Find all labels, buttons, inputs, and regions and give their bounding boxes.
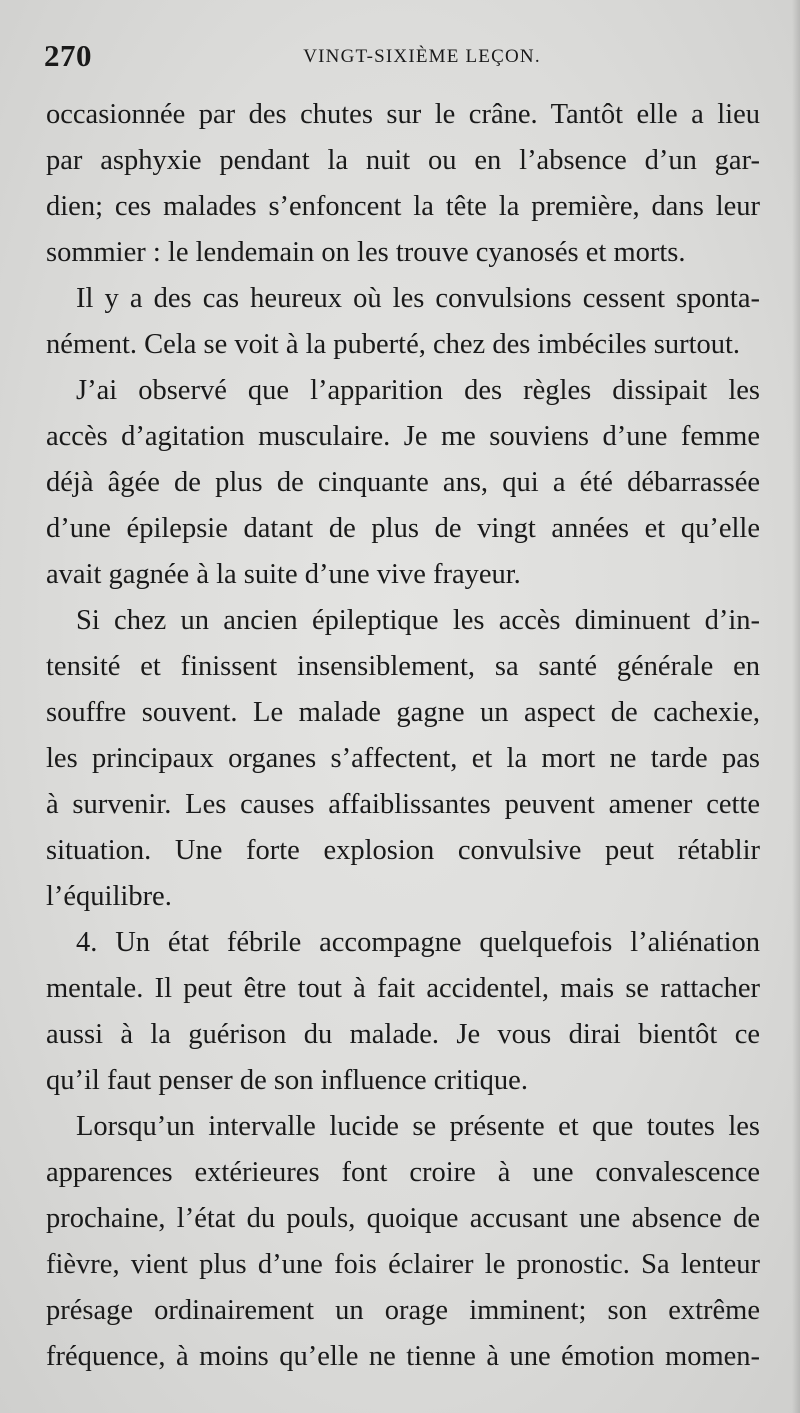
text-line: qu’il faut penser de son influence critique.: [46, 1065, 528, 1096]
page-edge-shadow: [792, 0, 800, 1413]
text-line: d’une épilepsie datant de plus de vingt années et qu’elle: [46, 513, 760, 544]
text-line: les principaux organes s’affectent, et la mort ne tarde pas: [46, 743, 760, 774]
text-line: Lorsqu’un intervalle lucide se présente et que toutes les: [76, 1111, 760, 1142]
text-line: aussi à la guérison du malade. Je vous dirai bientôt ce: [46, 1019, 760, 1050]
running-head: [44, 38, 760, 78]
text-line: apparences extérieures font croire à une convalescence: [46, 1157, 760, 1188]
text-line: 4. Un état fébrile accompagne quelquefois l’aliénation: [76, 927, 760, 958]
text-line: souffre souvent. Le malade gagne un aspect de cachexie,: [46, 697, 760, 728]
text-line: Si chez un ancien épileptique les accès diminuent d’in-: [76, 605, 760, 636]
text-line: occasionnée par des chutes sur le crâne. Tantôt elle a lieu: [46, 99, 760, 130]
text-line: avait gagnée à la suite d’une vive frayeur.: [46, 559, 521, 590]
text-line: Il y a des cas heureux où les convulsions cessent sponta-: [76, 283, 760, 314]
text-line: présage ordinairement un orage imminent; son extrême: [46, 1295, 760, 1326]
text-line: déjà âgée de plus de cinquante ans, qui a été débarrassée: [46, 467, 760, 498]
text-line: accès d’agitation musculaire. Je me souviens d’une femme: [46, 421, 760, 452]
text-line: prochaine, l’état du pouls, quoique accusant une absence de: [46, 1203, 760, 1234]
text-line: par asphyxie pendant la nuit ou en l’absence d’un gar-: [46, 145, 760, 176]
text-line: fièvre, vient plus d’une fois éclairer le pronostic. Sa lenteur: [46, 1249, 760, 1280]
body-text: [46, 92, 760, 1380]
text-line: l’équilibre.: [46, 881, 172, 912]
text-line: tensité et finissent insensiblement, sa santé générale en: [46, 651, 760, 682]
text-line: J’ai observé que l’apparition des règles dissipait les: [76, 375, 760, 406]
text-line: situation. Une forte explosion convulsive peut rétablir: [46, 835, 760, 866]
text-line: sommier : le lendemain on les trouve cyanosés et morts.: [46, 237, 686, 268]
text-line: mentale. Il peut être tout à fait accidentel, mais se rattacher: [46, 973, 760, 1004]
text-line: nément. Cela se voit à la puberté, chez des imbéciles surtout.: [46, 329, 741, 360]
running-head-title: VINGT-SIXIÈME LEÇON.: [303, 46, 541, 67]
text-line: fréquence, à moins qu’elle ne tienne à une émotion momen-: [46, 1341, 760, 1372]
text-line: à survenir. Les causes affaiblissantes peuvent amener cette: [46, 789, 760, 820]
text-line: dien; ces malades s’enfoncent la tête la première, dans leur: [46, 191, 760, 222]
page-number: 270: [44, 38, 92, 73]
